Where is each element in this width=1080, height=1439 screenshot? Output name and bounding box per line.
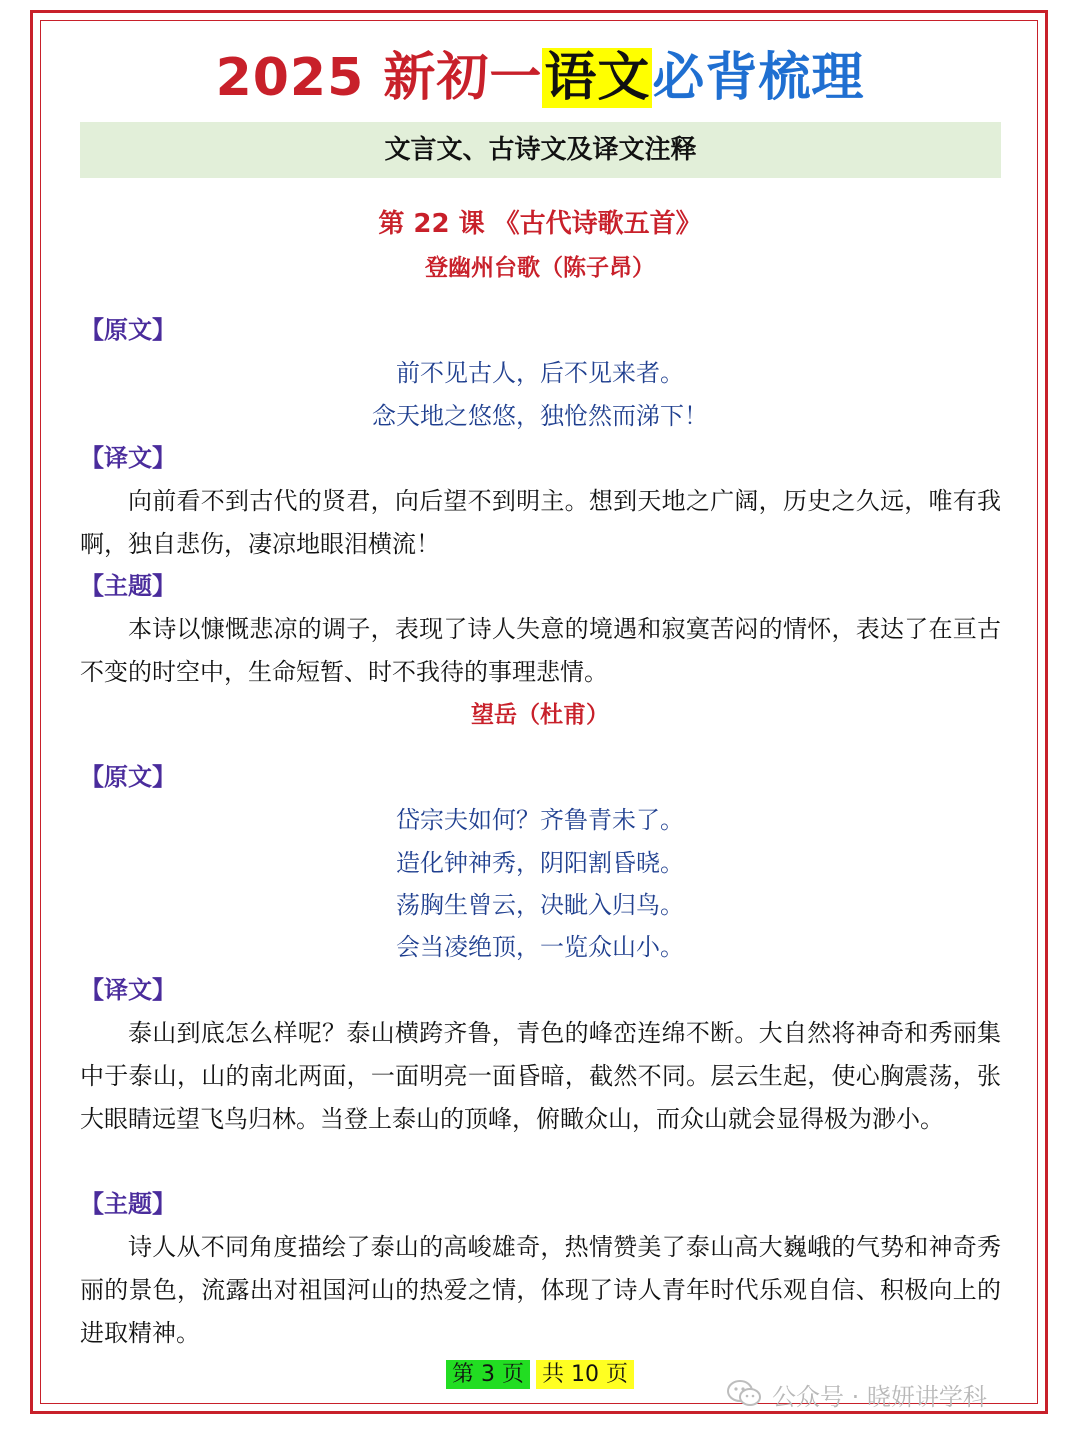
title-highlight-part: 语文 — [544, 48, 651, 108]
title-blue-part: 必背梳理 — [652, 48, 865, 108]
poem2-original-label: 【原文】 — [80, 763, 176, 791]
poem1-translation-text: 向前看不到古代的贤君，向后望不到明主。想到天地之广阔，历史之久远，唯有我啊，独自悲伤，凄凉地眼泪横流！ — [80, 487, 1001, 558]
page-title — [0, 36, 1080, 120]
poem2-theme-label: 【主题】 — [80, 1190, 176, 1218]
poem2-title: 望岳（杜甫） — [471, 702, 609, 728]
subtitle-banner: 文言文、古诗文及译文注释 — [80, 122, 1001, 178]
watermark — [726, 1376, 987, 1412]
current-page-badge: 第 3 页 — [446, 1360, 530, 1389]
poem2-line: 会当凌绝顶，一览众山小。 — [396, 933, 684, 961]
total-pages-badge: 共 10 页 — [536, 1360, 634, 1389]
poem2-translation-label: 【译文】 — [80, 976, 176, 1004]
lesson-heading: 第 22 课 《古代诗歌五首》 — [378, 209, 702, 239]
poem2-translation-text: 泰山到底怎么样呢？泰山横跨齐鲁，青色的峰峦连绵不断。大自然将神奇和秀丽集中于泰山，山的南北两面，一面明亮一面昏暗，截然不同。层云生起，使心胸震荡，张大眼睛远望飞鸟归林。当登上泰山的顶峰，俯瞰众山，而众山就会显得极为渺小。 — [80, 1019, 1001, 1133]
poem2-theme-text: 诗人从不同角度描绘了泰山的高峻雄奇，热情赞美了泰山高大巍峨的气势和神奇秀丽的景色，流露出对祖国河山的热爱之情，体现了诗人青年时代乐观自信、积极向上的进取精神。 — [80, 1233, 1001, 1347]
poem1-translation-label: 【译文】 — [80, 444, 176, 472]
poem2-line: 岱宗夫如何？齐鲁青未了。 — [396, 806, 684, 834]
poem1-title: 登幽州台歌（陈子昂） — [425, 255, 655, 281]
poem1-theme-label: 【主题】 — [80, 572, 176, 600]
watermark-text: 公众号 · 晓妍讲学科 — [772, 1382, 987, 1411]
poem1-line: 念天地之悠悠，独怆然而涕下！ — [372, 402, 708, 430]
poem1-original-label: 【原文】 — [80, 316, 176, 344]
title-year-part: 2025 新初一 — [215, 48, 543, 108]
poem2-line: 造化钟神秀，阴阳割昏晓。 — [396, 849, 684, 877]
poem1-line: 前不见古人，后不见来者。 — [396, 359, 684, 387]
wechat-icon — [726, 1379, 762, 1409]
poem2-line: 荡胸生曾云，决眦入归鸟。 — [396, 891, 684, 919]
poem1-theme-text: 本诗以慷慨悲凉的调子，表现了诗人失意的境遇和寂寞苦闷的情怀，表达了在亘古不变的时空中，生命短暂、时不我待的事理悲情。 — [80, 615, 1001, 686]
